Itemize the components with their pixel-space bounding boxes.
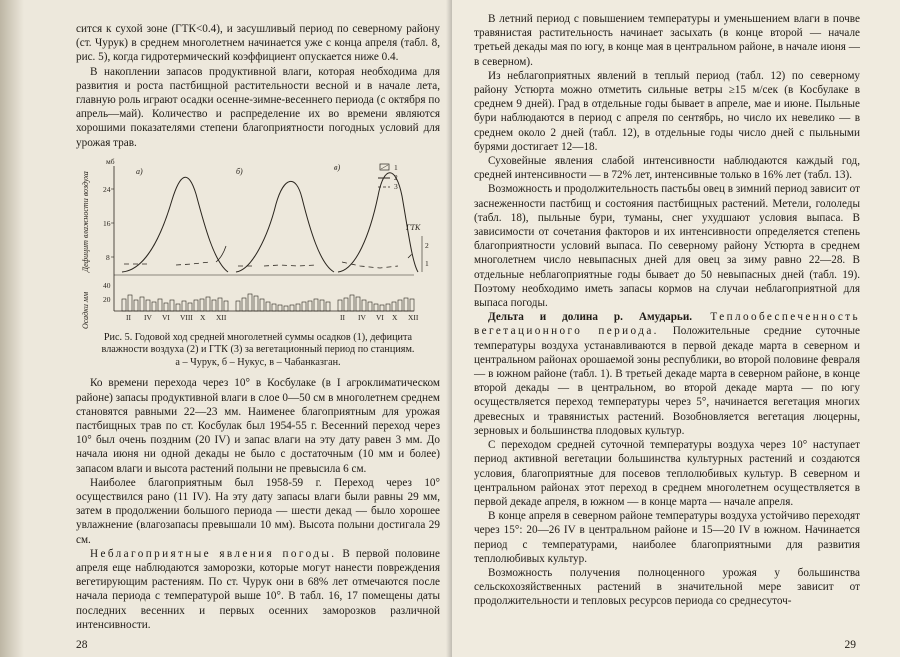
page-number: 29	[844, 639, 856, 651]
paragraph: Суховейные явления слабой интенсивности наблюдаются каждый год, средней интенсивности — в 72% лет, интенсивные только в 16% лет (табл. 13).	[474, 155, 860, 182]
paragraph	[76, 547, 440, 632]
month-label: X	[200, 312, 206, 322]
precip-bars-b	[236, 294, 330, 311]
y-tick: 16	[103, 218, 111, 228]
paragraph: В летний период с повышением температуры и уменьшением влаги в почве травянистая растительность начинает засыхать (в конце второй — начале третьей декады мая по югу, в конце мая в центральном районе, в начале июня — в северном).	[474, 13, 860, 68]
figure-caption	[86, 332, 430, 370]
gtk-tick: 2	[425, 240, 429, 250]
legend-label-1: 1	[394, 162, 398, 172]
paragraph-text: Положительные средние суточные температуры воздуха устанавливаются в первой декаде марта в северном и центральном районах орошаемой зоны республики, во второй половине февраля — в южном районе (табл. 1). В третьей декаде марта в северном районе, в конце второй декады — в центральном, во второй декаде марта — по югу осуществляется переход температуры через 5°, начинается вегетация многих древесных и травянистых растений. Возобновляется вегетация люцерны, зерновых и большинства плодовых культур.	[474, 325, 860, 437]
month-label: XII	[408, 312, 419, 322]
paragraph: В накоплении запасов продуктивной влаги, которая необходима для развития и роста пастбищной растительности весной и в начале лета, главную роль играют осадки осенне-зимне-весеннего периода (с октября по апрель—май). Количество и распределение их во времени являются хорошими показателями степени благоприятности погодных условий для урожая трав.	[76, 65, 440, 149]
page-edge-shadow	[0, 0, 24, 657]
month-label: II	[126, 312, 131, 322]
right-page	[452, 0, 900, 657]
legend-label-3: 3	[394, 181, 398, 191]
paragraph: С переходом средней суточной температуры воздуха через 10° наступает период активной вегетации большинства культурных растений и создаются условия, благоприятные для посевов теплолюбивых культур. В северном и центральном районах этот переход в среднем многолетнем осуществляется в первой декаде апреля, в южном — в конце марта — начале апреля.	[474, 439, 860, 508]
y-unit: мб	[106, 156, 115, 166]
paragraph: Наиболее благоприятным был 1958-59 г. Переход через 10° осуществился рано (11 IV). На эту дату запасы влаги были равны 29 мм, затем в продолжении большого периода — шести декад — было хорошее увлажнение (влагозапасы превышали 10 мм). Высота полыни достигала 29 см.	[76, 476, 440, 546]
figure-5	[76, 154, 432, 330]
paragraph: сится к сухой зоне (ГТК<0.4), и засушливый период по северному району (ст. Чурук) в среднем многолетнем начинается уже с конца апреля (табл. 8, рис. 5), когда гидротермический коэффициент опускается ниже 0.4.	[76, 23, 440, 64]
month-label: IV	[144, 312, 152, 322]
paragraph-text: В первой половине апреля еще наблюдаются заморозки, которые могут нанести повреждения вегетирующим растениям. По ст. Чурук они в 68% лет отмечаются после начала периода с температурой выше 10°. В табл. 16, 17 помещены даты последних весенних и первых осенних заморозков различной интенсивности.	[76, 547, 440, 631]
y-tick: 8	[106, 252, 110, 262]
lower-axis-label: Осадки мм	[81, 291, 90, 329]
paragraph: Из неблагоприятных явлений в теплый период (табл. 12) по северному району Устюрта можно отметить сильные ветры ≥15 м/сек (в Косбулаке в среднем 9 дней). Град в отдельные годы бывает в апреле, мае и июне. Пыльные бури наблюдаются в период с апреля по сентябрь, но число их невелико — в среднем около 2 дней (табл. 12), в отдельные годы число дней с пыльными бурями достигает 12—18.	[474, 69, 860, 153]
month-label: IV	[358, 312, 366, 322]
figure-caption-stations: а – Чурук, б – Нукус, в – Чабанказган.	[175, 356, 341, 368]
precip-bars-c	[338, 295, 414, 311]
panel-label-c: в)	[334, 162, 341, 172]
month-label: VI	[376, 312, 384, 322]
page-number: 28	[76, 639, 88, 651]
section-heading: Неблагоприятные явления погоды.	[90, 547, 337, 560]
figure-caption-text: Рис. 5. Годовой ход средней многолетней суммы осадков (1), дефицита влажности воздуха (2) и ГТК (3) за вегетационный период по станциям.	[101, 331, 415, 356]
y-tick: 24	[103, 184, 111, 194]
paragraph: Ко времени перехода через 10° в Косбулаке (в I агроклиматическом районе) запасы продуктивной влаги в слое 0—50 см в многолетнем среднем становятся равными 22—23 мм. Наименее благоприятным для урожая пастбищных трав по ст. Косбулак был 1954-55 г. Весенний переход через 10° был очень поздним (20 IV) и запас влаги на эту дату равен 3 мм. До начала июня ни одной декады не было с достаточным (10 мм и более) запасом влаги и высота растений полыни не превысила 6 см.	[76, 377, 440, 475]
panel-label-b: б)	[236, 166, 243, 176]
section-heading: Дельта и долина р. Амударьи.	[488, 311, 693, 324]
legend-label-2: 2	[394, 172, 398, 182]
figure-5-graphic	[76, 154, 432, 330]
subsection-heading: Теплообеспеченность вегетационного периода.	[474, 311, 860, 338]
gtk-label: ГТК	[406, 222, 421, 232]
paragraph	[474, 310, 860, 438]
panel-label-a: а)	[136, 166, 143, 176]
month-label: II	[340, 312, 345, 322]
paragraph: Возможность и продолжительность пастьбы овец в зимний период зависит от заснеженности пастбищ и состояния пастбищных растений. Метели, гололеды (табл. 18), пыльные бури, туманы, снег ухудшают условия выпаса. В зависимости от сочетания факторов и их интенсивности определяется степень благоприятности условий выпаса. По северному району Устюрта в среднем многолетнем число невыпасных дней для овец за зиму равно 22—28. В отдельные неблагоприятные годы бывает до 50 невыпасных дней (табл. 19). Поэтому необходимо иметь запасы кормов на случаи неблагоприятной для выпаса погоды.	[474, 183, 860, 310]
y-axis-label: Дефицит влажности воздуха	[81, 171, 90, 272]
lower-tick: 20	[103, 294, 111, 304]
precip-bars-a	[122, 295, 228, 311]
month-label: VIII	[180, 312, 193, 322]
paragraph: В конце апреля в северном районе температуры воздуха устойчиво переходят через 15°: 20—26 IV в центральном районе и 15—20 IV в южном. Начинается период с температурами, наиболее благоприятными для развития теплолюбивых культур.	[474, 510, 860, 565]
gtk-tick: 1	[425, 258, 429, 268]
paragraph: Возможность получения полноценного урожая у большинства сельскохозяйственных растений в значительной мере зависит от продолжительности и тепловых ресурсов периода со среднесуточ-	[474, 566, 860, 608]
month-label: VI	[162, 312, 170, 322]
month-label: X	[392, 312, 398, 322]
lower-tick: 40	[103, 280, 111, 290]
month-label: XII	[216, 312, 227, 322]
